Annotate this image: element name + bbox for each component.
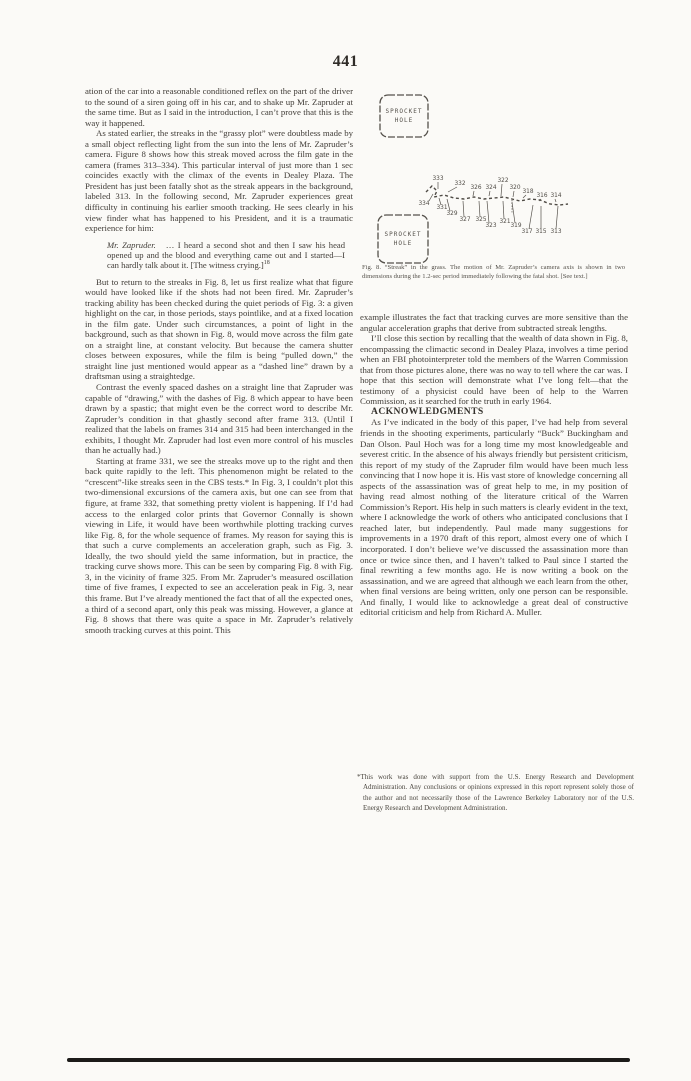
left-column: [85, 86, 353, 635]
frame-label: 323: [485, 223, 497, 229]
frame-label: 333: [432, 176, 444, 182]
frame-label: 320: [509, 185, 521, 191]
svg-text:HOLE: HOLE: [393, 240, 413, 247]
paragraph: I’ll close this section by recalling that the wealth of data shown in Fig. 8, encompassing the climactic second in Dealey Plaza, involves a time period when an FBI photointerpreter told the members of the Warren Commission that from those pictures alone, there was no way to tell where the car was. I hope that this section will demonstrate what I’ve long felt—that the testimony of a physicist could have been of help to the Warren Commission, as it searched for the truth in early 1964.: [360, 333, 628, 407]
frame-labels: [418, 176, 561, 235]
frame-label: 319: [510, 223, 522, 229]
paragraph: Starting at frame 331, we see the streaks move up to the right and then back quite rapidly to the left. This phenomenon might be related to the “crescent”-like streaks seen in the CBS tests.* In Fig. 3, I couldn’t plot this two-dimensional excursions of the camera axis, but one can see from that figure, at frame 332, that something pretty violent is happening. If I’d had access to the enlarged color prints that Governor Connally is shown viewing in Life, it would have been worthwhile plotting tracking curves like Fig. 8, for the whole sequence of frames. My reason for saying this is that such a curve complements an acceleration graph, such as Fig. 3. Ideally, the two should yield the same information, but in practice, the tracking curve shows more. This can be seen by comparing Fig. 8 with Fig. 3, in the vicinity of frame 325. From Mr. Zapruder’s measured oscillation time of five frames, I expected to see an acceleration peak in Fig. 3, near this frame. But I’ve already mentioned the fact that of all the expected ones, a third of a second apart, only this peak was missing. However, a glance at Fig. 8 shows that there was quite a space in Mr. Zapruder’s relatively smooth tracking curves at this point. This: [85, 455, 353, 635]
frame-label: 326: [470, 185, 482, 191]
frame-label: 324: [485, 185, 497, 191]
paragraph: Contrast the evenly spaced dashes on a straight line that Zapruder was capable of “drawing,” with the dashes of Fig. 8 which appear to have been drawn by a spastic; that might even be the correct word to describe Mr. Zapruder’s condition in that ghastly second after frame 313. (Until I realized that the labels on frames 314 and 315 had been interchanged in the exhibits, I thought Mr. Zapruder had lost even more control of his muscles than he actually had.): [85, 382, 353, 456]
streak-diagram: [360, 88, 626, 264]
paragraph: ation of the car into a reasonable conditioned reflex on the part of the driver to the sound of a siren going off in his car, and to shake up Mr. Zapruder at the same time. But as I said in the introduction, I can’t prove that this is the way it happened.: [85, 86, 353, 128]
paragraph: As stated earlier, the streaks in the “grassy plot” were doubtless made by a small object reflecting light from the sun into the lens of Mr. Zapruder’s camera. Figure 8 shows how this streak moved across the film gate in the camera (frames 313–334). This particular interval of just more than 1 sec coincides exactly with the climax of the events in Dealey Plaza. The President has just been fatally shot as the streak appears in the background, labeled 313. In the following second, Mr. Zapruder experiences great difficulty in continuing his earlier smooth tracking. He sees clearly in his view finder what has happened to his President, and it is a traumatic experience for him:: [85, 128, 353, 234]
paragraph: example illustrates the fact that tracking curves are more sensitive than the angular acceleration graphs that derive from subtracted streak lengths.: [360, 312, 628, 333]
svg-text:SPROCKET: SPROCKET: [384, 231, 422, 238]
frame-label: 334: [418, 201, 430, 207]
quote-speaker: Mr. Zapruder.: [107, 239, 156, 250]
frame-label: 313: [550, 229, 562, 235]
frame-label: 325: [475, 217, 487, 223]
footnote-reference: 18: [263, 260, 270, 267]
frame-label: 332: [454, 181, 466, 187]
support-footnote: *This work was done with support from the U.S. Energy Research and Development Administration. Any conclusions or opinions expressed in this report represent solely those of the author and not necessarily those of the Lawrence Berkeley Laboratory nor of the U.S. Energy Research and Development Administration.: [357, 773, 634, 812]
page-number: 441: [332, 53, 359, 70]
sprocket-hole-top: [380, 95, 428, 137]
frame-label: 318: [522, 189, 534, 195]
paragraph: But to return to the streaks in Fig. 8, let us first realize what that figure would have looked like if the shots had not been fired. Mr. Zapruder’s tracking ability has been checked during the quiet periods of Fig. 3: a given highlight on the car, in those periods, stays pointlike, and at a fixed location in the film gate. Under such circumstances, a point of light in the background, such as that shown in Fig. 8, would move across the film gate on a straight line, at constant velocity. But because the camera shutter closes between exposures, while the film is being “pulled down,” the straight line just mentioned would appear as a “dashed line” drawn by a draftsman using a straightedge.: [85, 276, 353, 382]
svg-text:HOLE: HOLE: [394, 117, 414, 124]
witness-quote: [107, 240, 345, 271]
sprocket-hole-bottom: [378, 215, 428, 263]
scan-edge-line: [67, 1058, 630, 1062]
svg-text:SPROCKET: SPROCKET: [385, 108, 423, 115]
frame-label: 314: [550, 193, 562, 199]
frame-label: 329: [446, 211, 458, 217]
frame-label: 315: [535, 229, 547, 235]
frame-label: 317: [521, 229, 533, 235]
frame-label: 316: [536, 193, 548, 199]
paragraph: As I’ve indicated in the body of this paper, I’ve had help from several friends in the shooting experiments, particularly “Buck” Buckingham and Dan Olson. Paul Hoch was for a long time my most knowledgeable and severest critic. In the absence of his always friendly but persistent criticism, this report of my study of the Zapruder film would have been much less convincing that I now hope it is. His vast store of knowledge concerning all aspects of the assassination was of great help to me, in my position of having read almost nothing of the literature critical of the Warren Commission’s Report. His help in such matters is clearly evident in the text, where I acknowledge the work of others who anticipated conclusions that I reached later, but independently. Paul made many suggestions for improvements in a 1970 draft of this report, almost every one of which I incorporated. I don’t believe we’ve discussed the assassination more than once or twice since then, and I haven’t talked to Paul since I started the final rewriting a few months ago. He is now writing a book on the assassination, and we are agreed that although we each learn from the other, when final versions are being written, only one person can be responsible. And finally, I would like to acknowledge a great deal of constructive editorial criticism and help from Richard A. Muller.: [360, 417, 628, 618]
frame-label: 321: [499, 219, 511, 225]
frame-label: 327: [459, 217, 471, 223]
figure-caption: Fig. 8. “Streak” in the grass. The motion of Mr. Zapruder’s camera axis is shown in two dimensions during the 1.2-sec period immediately following the fatal shot. [See text.]: [362, 264, 625, 280]
acknowledgments-heading: ACKNOWLEDGMENTS: [371, 405, 484, 417]
quote-text: … I heard a second shot and then I saw his head opened up and the blood and everything came out and I started—I can hardly talk about it. [The witness crying.]: [107, 239, 345, 271]
right-column: [360, 312, 628, 618]
figure-8: [360, 88, 626, 264]
frame-label: 322: [497, 178, 509, 184]
frame-label: 331: [436, 205, 448, 211]
